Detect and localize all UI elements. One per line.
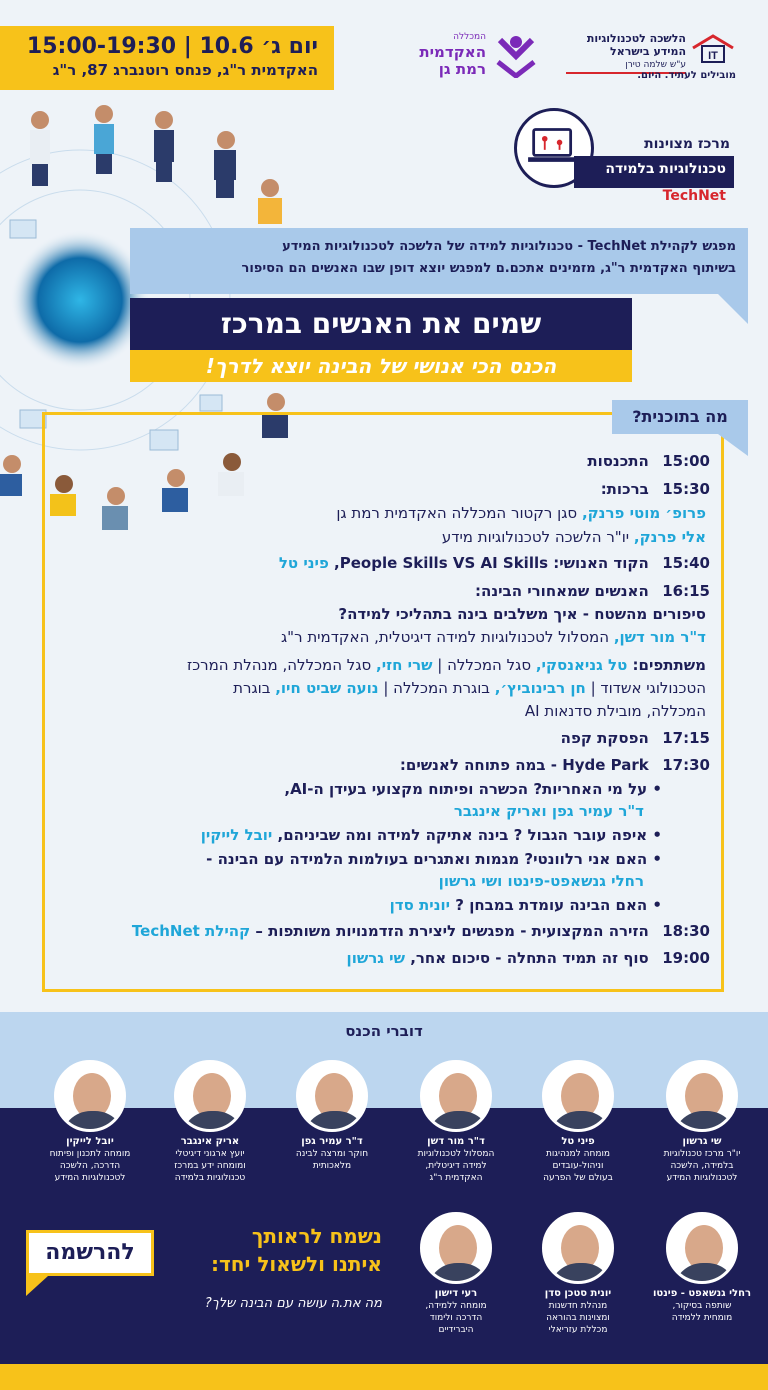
it-chamber-logo xyxy=(560,30,736,84)
row-time: 18:30 xyxy=(662,922,710,940)
speaker-name: רחלי גנשאפט-פינטו ושי גרשון xyxy=(438,872,644,890)
row-time: 16:15 xyxy=(662,582,710,600)
speaker-desc: מומחה למנהיגות וניהול-עובדים בעולם של הפרעה xyxy=(543,1149,613,1183)
speaker-desc: שותפה בסיקור, מומחית ללמידה xyxy=(671,1301,733,1323)
program-row-1540 xyxy=(70,552,710,574)
it-chamber-slogan: מובילים לעתיד. היום. xyxy=(637,70,736,81)
program-bullet-1 xyxy=(102,778,662,800)
speaker-name: פיני טל xyxy=(561,1136,595,1147)
date-banner xyxy=(0,26,334,90)
program-row-greet2 xyxy=(66,526,706,548)
speaker-name: רעי דישון xyxy=(434,1288,478,1299)
register-bubble-tail xyxy=(26,1276,48,1296)
speaker-name: קהילת TechNet xyxy=(131,922,251,940)
speaker-name: שרי חזי, xyxy=(376,656,433,674)
it-house-icon xyxy=(690,34,736,64)
academy-logo-name: האקדמית רמת גן xyxy=(419,43,486,78)
speaker-desc: יועץ ארגוני דיגיטלי ומומחה ידע במרכז טכנולוגיות בלמידה xyxy=(174,1149,246,1183)
speaker-name: נועה שביט חיו, xyxy=(275,679,379,697)
speaker-name: יונית סטכן סדן xyxy=(544,1288,612,1299)
program-row-moderator xyxy=(66,626,706,648)
speaker-name: פרופ׳ מוטי פרנק, xyxy=(581,504,706,522)
page-subtitle: הכנס הכי אנושי של הבינה יוצא לדרך! xyxy=(205,354,557,378)
row-text: איפה עובר הגבול ? בינה אתיקה למידה ומה שביניהם, xyxy=(272,826,648,844)
row-text: סגן רקטור המכללה האקדמית רמת גן xyxy=(336,504,582,522)
register-button[interactable] xyxy=(26,1230,154,1276)
speaker-desc: המסלול לטכנולוגיות למידה דיגיטלית, האקדמית ר"ג xyxy=(417,1149,495,1183)
row-time: 15:00 xyxy=(662,452,710,470)
program-row-panel-title xyxy=(66,603,706,625)
program-bullet-3 xyxy=(82,848,662,870)
speaker-card xyxy=(642,1212,762,1324)
it-chamber-sub: ע"ש שלמה טירן xyxy=(625,60,686,70)
program-row-1615 xyxy=(70,580,710,602)
technet-block xyxy=(500,108,740,204)
row-text: הפסקת קפה xyxy=(560,729,649,747)
speaker-desc: חוקר ומרצה לבינה מלאכותית xyxy=(295,1149,369,1171)
academy-logo xyxy=(398,30,538,80)
speaker-desc: יו"ר מרכז טכנולוגיות בלמידה, הלשכה לטכנולוגיות המידע xyxy=(663,1149,741,1183)
event-location: האקדמית ר"ג, פנחס רוטנברג 87, ר"ג xyxy=(52,61,318,79)
cta-heading xyxy=(172,1222,382,1278)
academy-logo-icon xyxy=(494,32,538,78)
speaker-photo xyxy=(666,1060,738,1132)
program-label: מה בתוכנית? xyxy=(632,407,728,426)
row-text: סוף זה תמיד התחלה - סיכום אחר, xyxy=(404,949,649,967)
row-text: בוגרת xyxy=(233,679,276,697)
speaker-photo xyxy=(174,1060,246,1132)
page-title: שמים את האנשים במרכז xyxy=(220,307,542,340)
svg-text:IT: IT xyxy=(708,50,718,62)
program-tag xyxy=(612,400,748,434)
speaker-photo xyxy=(420,1060,492,1132)
speaker-desc: מומחה ללמידה, הדרכה ולימוד היברידיים xyxy=(425,1301,487,1335)
row-text: סגל המכללה, מנהלת המרכז xyxy=(187,656,377,674)
row-label: משתתפים: xyxy=(627,656,706,674)
speaker-card xyxy=(518,1060,638,1184)
row-text: הזירה המקצועית - מפגשים ליצירת הזדמנויות משותפות – xyxy=(250,922,649,940)
it-chamber-name: הלשכה לטכנולוגיות המידע בישראל xyxy=(586,32,686,58)
speaker-name: ד"ר עמיר גפן xyxy=(301,1136,363,1147)
speaker-name: ד"ר עמיר גפן ואריק אינגבר xyxy=(453,802,644,820)
row-text: האנשים שמאחורי הבינה: xyxy=(475,582,649,600)
speaker-name: שי גרשון xyxy=(346,949,405,967)
speaker-photo xyxy=(542,1212,614,1284)
row-text: הטכנולוגי אשדוד | xyxy=(585,679,706,697)
row-text: התכנסות xyxy=(587,452,649,470)
speaker-name: חן רבינוביץ׳, xyxy=(494,679,586,697)
speaker-photo xyxy=(542,1060,614,1132)
row-text: סיפורים מהשטח - איך משלבים בינה בתהליכי למידה? xyxy=(338,605,706,623)
footer-bar xyxy=(0,1364,768,1390)
technet-line2: טכנולוגיות בלמידה xyxy=(605,161,726,177)
speaker-photo xyxy=(296,1060,368,1132)
row-time: 19:00 xyxy=(662,949,710,967)
speaker-name: יונית סדן xyxy=(389,896,451,914)
program-bullet-1-names xyxy=(84,800,644,822)
speaker-card xyxy=(30,1060,150,1184)
row-time: 15:40 xyxy=(662,554,710,572)
intro-line1: מפגש לקהילת TechNet - טכנולוגיות למידה של הלשכה לטכנולוגיות המידע xyxy=(282,239,736,254)
row-text: ברכות: xyxy=(600,480,649,498)
cta-question: מה את.ה עושה עם הבינה שלך? xyxy=(204,1296,382,1311)
speaker-card xyxy=(150,1060,270,1184)
program-row-1715 xyxy=(70,727,710,749)
event-date: יום ג׳ 10.6 | 15:00-19:30 xyxy=(26,34,318,59)
intro-tail xyxy=(718,294,748,324)
speaker-photo xyxy=(420,1212,492,1284)
row-time: 17:30 xyxy=(662,756,710,774)
program-tag-tail xyxy=(718,434,748,456)
intro-line2: בשיתוף האקדמית ר"ג, מזמינים אתכם.ם למפגש יוצא דופן שבו האנשים הם הסיפור xyxy=(241,261,736,276)
speaker-name: רחלי גנשאפט - פינטו xyxy=(653,1288,751,1299)
speakers-title: דוברי הכנס xyxy=(345,1022,423,1040)
program-row-1900 xyxy=(70,947,710,969)
cta-line2: איתנו ולשאול יחד: xyxy=(210,1252,382,1276)
speaker-name: יובל לייקין xyxy=(66,1136,114,1147)
program-row-1530 xyxy=(70,478,710,500)
row-text: המסלול לטכנולוגיות למידה דיגיטלית, האקדמית ר"ג xyxy=(281,628,614,646)
program-bullet-3-names xyxy=(84,870,644,892)
row-time: 17:15 xyxy=(662,729,710,747)
speaker-name: יובל לייקין xyxy=(200,826,273,844)
technet-line3: TechNet xyxy=(662,188,726,204)
speaker-name: אריק אינגבר xyxy=(180,1136,240,1147)
speaker-card xyxy=(642,1060,762,1184)
program-row-1730 xyxy=(70,754,710,776)
speaker-photo xyxy=(666,1212,738,1284)
speaker-card xyxy=(396,1212,516,1336)
speaker-name: טל גניאנסקי, xyxy=(535,656,628,674)
row-text: המכללה, מובילת סדנאות AI xyxy=(524,702,706,720)
speaker-name: שי גרשון xyxy=(682,1136,722,1147)
row-text: על מי האחריות? הכשרה ופיתוח מקצועי בעידן ה-AI, xyxy=(284,780,648,798)
row-text: סגל המכללה | xyxy=(432,656,536,674)
program-bullet-2 xyxy=(82,824,662,846)
speaker-photo xyxy=(54,1060,126,1132)
program-row-participants xyxy=(66,654,706,676)
program-bullet-4 xyxy=(102,894,662,916)
row-text: יו"ר הלשכה לטכנולוגיות מידע xyxy=(441,528,634,546)
cta-line1: נשמח לראותך xyxy=(251,1224,382,1248)
row-text: האם הבינה עומדת במבחן ? xyxy=(450,896,648,914)
title-bar xyxy=(130,298,632,350)
speaker-desc: מומחה לתכנון ופיתוח הדרכה, הלשכה לטכנולוגיות המידע xyxy=(49,1149,131,1183)
speaker-name: אלי פרנק, xyxy=(633,528,706,546)
program-row-1500 xyxy=(70,450,710,472)
speaker-card xyxy=(272,1060,392,1172)
program-row-1830 xyxy=(70,920,710,942)
intro-box xyxy=(130,228,748,294)
speaker-name: ד"ר מור דשן, xyxy=(613,628,706,646)
row-text: האם אני רלוונטי? מגמות ואתגרים בעולמות הלמידה עם הבינה - xyxy=(206,850,648,868)
speaker-name: פיני טל xyxy=(278,554,329,572)
academy-logo-small: המכללה xyxy=(453,32,486,42)
program-row-participants-3 xyxy=(66,700,706,722)
row-text: בוגרת המכללה | xyxy=(378,679,495,697)
speaker-desc: מנהלת חדשנות ומצוינות בהוראה מכללת עזריאלי xyxy=(546,1301,610,1335)
register-label: להרשמה xyxy=(45,1240,135,1265)
row-text: הקוד האנושי: People Skills VS AI Skills, xyxy=(328,554,649,572)
technet-line1: מרכז מצוינות xyxy=(644,136,730,152)
program-row-participants-2 xyxy=(66,677,706,699)
row-text: Hyde Park - במה פתוחה לאנשים: xyxy=(399,756,649,774)
speaker-card xyxy=(518,1212,638,1336)
program-row-greet1 xyxy=(66,502,706,524)
speaker-card xyxy=(396,1060,516,1184)
row-time: 15:30 xyxy=(662,480,710,498)
speaker-name: ד"ר מור דשן xyxy=(427,1136,485,1147)
subtitle-bar xyxy=(130,350,632,382)
